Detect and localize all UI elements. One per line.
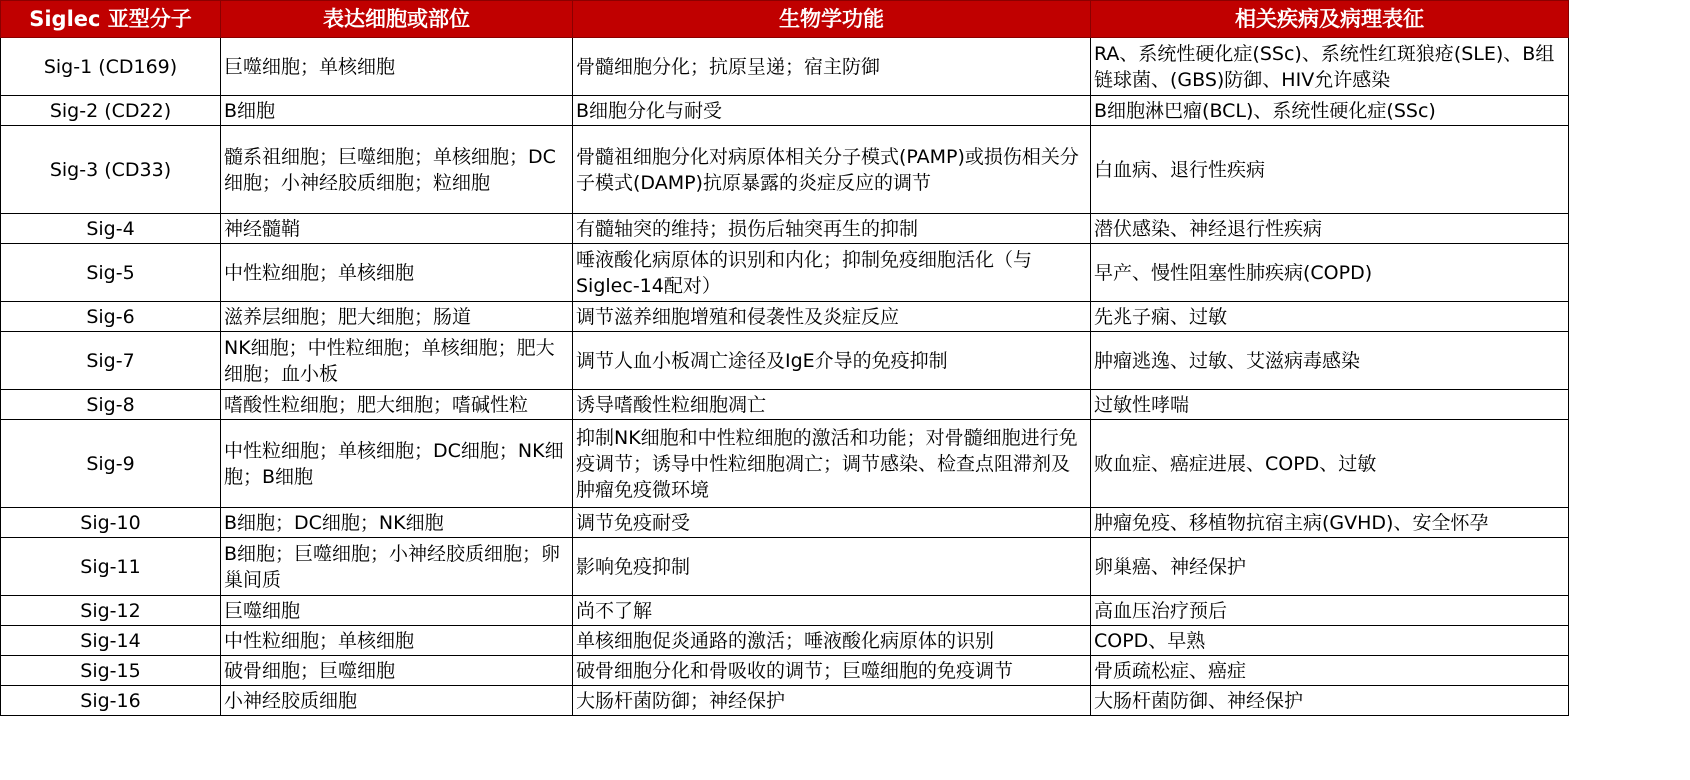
table-row [1, 420, 1569, 508]
cell-function: 调节免疫耐受 [573, 508, 1091, 538]
table-row [1, 626, 1569, 656]
cell-subtype: Sig-4 [1, 214, 221, 244]
table-row [1, 302, 1569, 332]
cell-function: 骨髓祖细胞分化对病原体相关分子模式(PAMP)或损伤相关分子模式(DAMP)抗原暴露的炎症反应的调节 [573, 126, 1091, 214]
cell-cells: 嗜酸性粒细胞；肥大细胞；嗜碱性粒 [221, 390, 573, 420]
cell-subtype: Sig-2 (CD22) [1, 96, 221, 126]
cell-function: 抑制NK细胞和中性粒细胞的激活和功能；对骨髓细胞进行免疫调节；诱导中性粒细胞凋亡；调节感染、检查点阻滞剂及肿瘤免疫微环境 [573, 420, 1091, 508]
cell-disease: 肿瘤逃逸、过敏、艾滋病毒感染 [1091, 332, 1569, 390]
cell-function: 调节滋养细胞增殖和侵袭性及炎症反应 [573, 302, 1091, 332]
cell-cells: 髓系祖细胞；巨噬细胞；单核细胞；DC细胞；小神经胶质细胞；粒细胞 [221, 126, 573, 214]
table-body [1, 38, 1569, 716]
cell-cells: 巨噬细胞 [221, 596, 573, 626]
cell-function: 调节人血小板凋亡途径及IgE介导的免疫抑制 [573, 332, 1091, 390]
cell-function: 尚不了解 [573, 596, 1091, 626]
cell-disease: 肿瘤免疫、移植物抗宿主病(GVHD)、安全怀孕 [1091, 508, 1569, 538]
header-cells: 表达细胞或部位 [221, 1, 573, 38]
cell-subtype: Sig-11 [1, 538, 221, 596]
cell-cells: 破骨细胞；巨噬细胞 [221, 656, 573, 686]
cell-subtype: Sig-6 [1, 302, 221, 332]
cell-subtype: Sig-3 (CD33) [1, 126, 221, 214]
cell-function: 唾液酸化病原体的识别和内化；抑制免疫细胞活化（与Siglec-14配对） [573, 244, 1091, 302]
cell-subtype: Sig-14 [1, 626, 221, 656]
table-row [1, 214, 1569, 244]
cell-subtype: Sig-16 [1, 686, 221, 716]
cell-cells: B细胞；巨噬细胞；小神经胶质细胞；卵巢间质 [221, 538, 573, 596]
cell-cells: 神经髓鞘 [221, 214, 573, 244]
table-row [1, 508, 1569, 538]
cell-disease: 白血病、退行性疾病 [1091, 126, 1569, 214]
cell-disease: 先兆子痫、过敏 [1091, 302, 1569, 332]
header-function: 生物学功能 [573, 1, 1091, 38]
cell-function: 影响免疫抑制 [573, 538, 1091, 596]
table-row [1, 96, 1569, 126]
table-row [1, 332, 1569, 390]
cell-disease: 大肠杆菌防御、神经保护 [1091, 686, 1569, 716]
cell-disease: COPD、早熟 [1091, 626, 1569, 656]
table-row [1, 596, 1569, 626]
table-row [1, 244, 1569, 302]
cell-function: 有髓轴突的维持；损伤后轴突再生的抑制 [573, 214, 1091, 244]
cell-disease: 过敏性哮喘 [1091, 390, 1569, 420]
cell-function: 单核细胞促炎通路的激活；唾液酸化病原体的识别 [573, 626, 1091, 656]
cell-cells: NK细胞；中性粒细胞；单核细胞；肥大细胞；血小板 [221, 332, 573, 390]
header-subtype: Siglec 亚型分子 [1, 1, 221, 38]
cell-cells: 中性粒细胞；单核细胞 [221, 626, 573, 656]
header-row [1, 1, 1569, 38]
cell-function: 破骨细胞分化和骨吸收的调节；巨噬细胞的免疫调节 [573, 656, 1091, 686]
cell-disease: 败血症、癌症进展、COPD、过敏 [1091, 420, 1569, 508]
cell-cells: 小神经胶质细胞 [221, 686, 573, 716]
cell-subtype: Sig-10 [1, 508, 221, 538]
cell-function: B细胞分化与耐受 [573, 96, 1091, 126]
table-row [1, 656, 1569, 686]
table-header [1, 1, 1569, 38]
cell-cells: B细胞；DC细胞；NK细胞 [221, 508, 573, 538]
cell-disease: 潜伏感染、神经退行性疾病 [1091, 214, 1569, 244]
cell-disease: B细胞淋巴瘤(BCL)、系统性硬化症(SSc) [1091, 96, 1569, 126]
cell-subtype: Sig-15 [1, 656, 221, 686]
cell-function: 大肠杆菌防御；神经保护 [573, 686, 1091, 716]
cell-subtype: Sig-1 (CD169) [1, 38, 221, 96]
cell-disease: 卵巢癌、神经保护 [1091, 538, 1569, 596]
cell-function: 诱导嗜酸性粒细胞凋亡 [573, 390, 1091, 420]
header-disease: 相关疾病及病理表征 [1091, 1, 1569, 38]
cell-cells: 中性粒细胞；单核细胞；DC细胞；NK细胞；B细胞 [221, 420, 573, 508]
cell-subtype: Sig-5 [1, 244, 221, 302]
table-row [1, 538, 1569, 596]
table-row [1, 390, 1569, 420]
cell-subtype: Sig-12 [1, 596, 221, 626]
table-row [1, 126, 1569, 214]
table-row [1, 686, 1569, 716]
cell-function: 骨髓细胞分化；抗原呈递；宿主防御 [573, 38, 1091, 96]
cell-disease: 高血压治疗预后 [1091, 596, 1569, 626]
cell-cells: 中性粒细胞；单核细胞 [221, 244, 573, 302]
cell-subtype: Sig-9 [1, 420, 221, 508]
cell-subtype: Sig-8 [1, 390, 221, 420]
cell-cells: B细胞 [221, 96, 573, 126]
table-row [1, 38, 1569, 96]
cell-cells: 滋养层细胞；肥大细胞；肠道 [221, 302, 573, 332]
cell-disease: RA、系统性硬化症(SSc)、系统性红斑狼疮(SLE)、B组链球菌、(GBS)防御、HIV允许感染 [1091, 38, 1569, 96]
cell-disease: 骨质疏松症、癌症 [1091, 656, 1569, 686]
cell-subtype: Sig-7 [1, 332, 221, 390]
cell-disease: 早产、慢性阻塞性肺疾病(COPD) [1091, 244, 1569, 302]
cell-cells: 巨噬细胞；单核细胞 [221, 38, 573, 96]
